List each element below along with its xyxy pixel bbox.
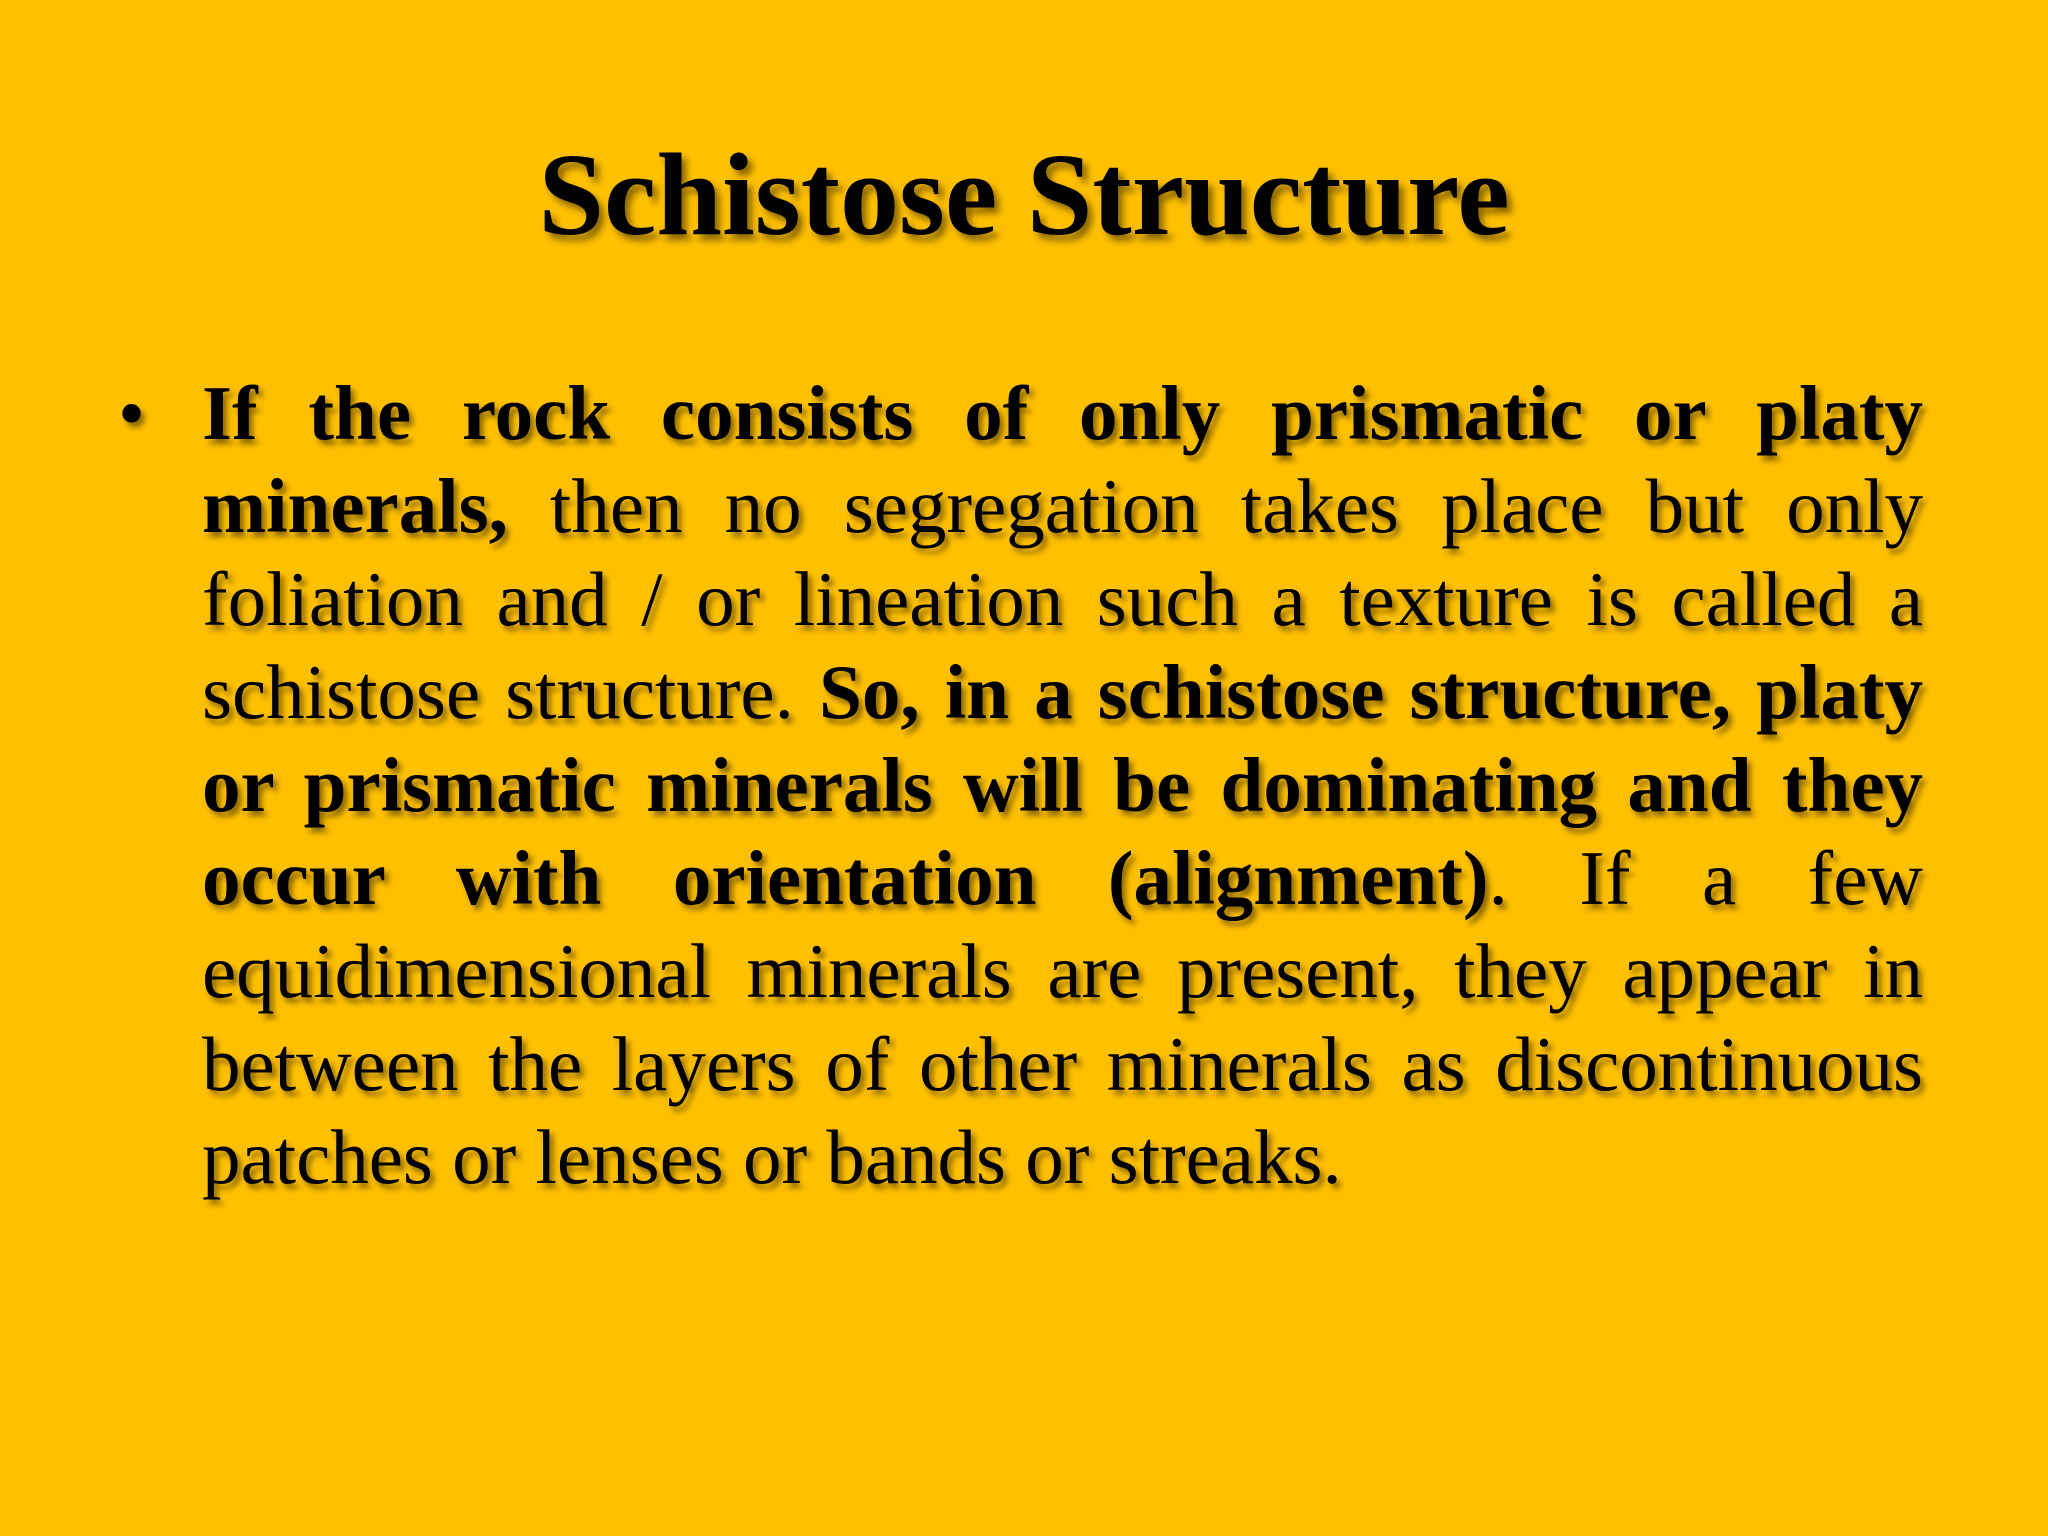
bullet-text-regular-2: . If a few equidimensional minerals are present, they appear in between the layers of other minerals as discontinuous patches or lenses or bands or streaks. — [202, 835, 1923, 1200]
slide-title: Schistose Structure — [538, 129, 1510, 260]
bullet-item — [118, 367, 1923, 1204]
bullet-text-bold-1: If the rock consists of only prismatic or platy minerals, — [202, 370, 1923, 549]
bullet-list — [118, 367, 1923, 1204]
bullet-text-bold-2: So, in a schistose structure, platy or prismatic minerals will be dominating and they occur with orientation (alignment) — [202, 649, 1924, 921]
bullet-marker: • — [118, 370, 145, 456]
bullet-text-regular-1: then no segregation takes place but only foliation and / or lineation such a texture is called a schistose structure. — [202, 463, 1923, 735]
